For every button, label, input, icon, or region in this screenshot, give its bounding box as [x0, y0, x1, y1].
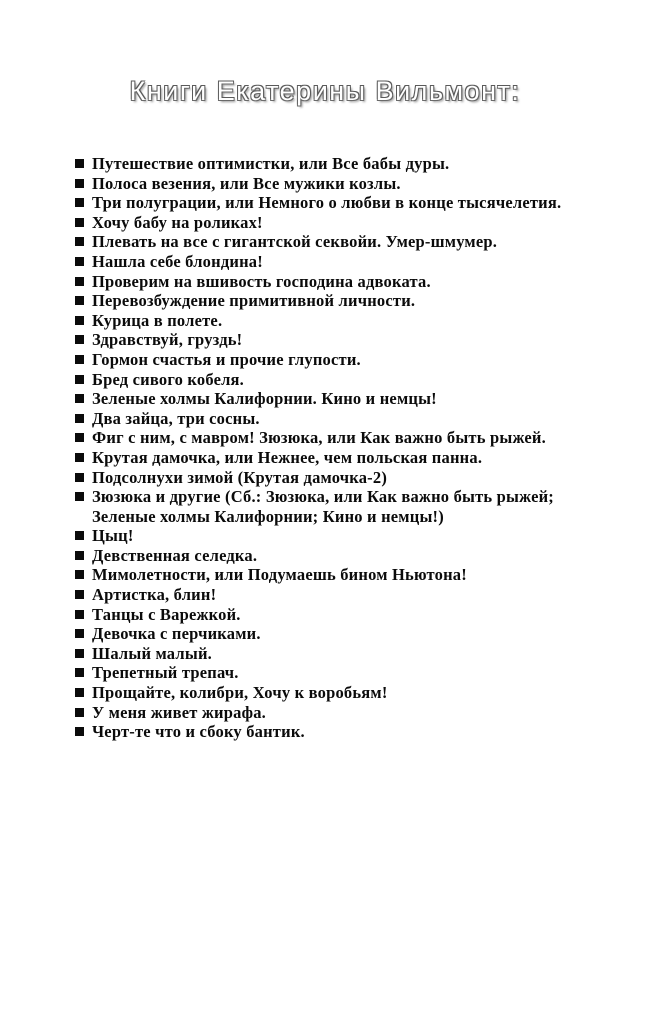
bullet-square-icon: [75, 668, 84, 677]
bullet-square-icon: [75, 335, 84, 344]
book-list: [75, 154, 587, 742]
bullet-square-icon: [75, 277, 84, 286]
list-item: [75, 252, 587, 272]
list-item: [75, 174, 587, 194]
list-item: [75, 389, 587, 409]
book-title-text: Хочу бабу на роликах!: [92, 212, 263, 232]
list-item: [75, 468, 587, 488]
book-title-text: Проверим на вшивость господина адвоката.: [92, 271, 431, 291]
book-title-text: Полоса везения, или Все мужики козлы.: [92, 173, 401, 193]
book-title-text: У меня живет жирафа.: [92, 702, 266, 722]
book-title-text: Бред сивого кобеля.: [92, 369, 245, 389]
page-title: Книги Екатерины Вильмонт:: [129, 76, 521, 106]
book-title-text: Гормон счастья и прочие глупости.: [92, 349, 361, 369]
list-item: [75, 350, 587, 370]
list-item: [75, 546, 587, 566]
bullet-square-icon: [75, 198, 84, 207]
bullet-square-icon: [75, 590, 84, 599]
bullet-square-icon: [75, 551, 84, 560]
bullet-square-icon: [75, 570, 84, 579]
list-item: [75, 272, 587, 292]
list-item: [75, 526, 587, 546]
list-item: [75, 330, 587, 350]
book-title-text: Трепетный трепач.: [92, 663, 239, 683]
book-title-text: Крутая дамочка, или Нежнее, чем польская панна.: [92, 447, 483, 467]
list-item: [75, 213, 587, 233]
bullet-square-icon: [75, 375, 84, 384]
list-item: [75, 605, 587, 625]
book-title-text: Здравствуй, груздь!: [92, 330, 243, 350]
bullet-square-icon: [75, 688, 84, 697]
bullet-square-icon: [75, 218, 84, 227]
bullet-square-icon: [75, 257, 84, 266]
list-item: [75, 703, 587, 723]
book-title-text: Подсолнухи зимой (Крутая дамочка-2): [92, 467, 388, 487]
bullet-square-icon: [75, 610, 84, 619]
bullet-square-icon: [75, 237, 84, 246]
book-title-text: Зеленые холмы Калифорнии. Кино и немцы!: [92, 389, 437, 409]
book-title-text: Два зайца, три сосны.: [92, 408, 260, 428]
bullet-square-icon: [75, 159, 84, 168]
book-title-text: Путешествие оптимистки, или Все бабы дуры.: [92, 154, 450, 173]
bullet-square-icon: [75, 433, 84, 442]
list-item: [75, 311, 587, 331]
bullet-square-icon: [75, 629, 84, 638]
book-title-text: Плевать на все с гигантской секвойи. Умер-шмумер.: [92, 232, 498, 252]
list-item: [75, 565, 587, 585]
book-title-text: Курица в полете.: [92, 310, 223, 330]
book-title-text: Шалый малый.: [92, 643, 212, 663]
bullet-square-icon: [75, 453, 84, 462]
list-item: [75, 291, 587, 311]
bullet-square-icon: [75, 492, 84, 501]
book-title-text: Танцы с Варежкой.: [92, 604, 241, 624]
list-item: [75, 193, 587, 213]
list-item: [75, 448, 587, 468]
list-item: [75, 154, 587, 174]
book-title-text: Нашла себе блондина!: [92, 251, 263, 271]
bullet-square-icon: [75, 394, 84, 403]
book-title-text: Перевозбуждение примитивной личности.: [92, 291, 416, 311]
book-title-text: Девственная селедка.: [92, 545, 258, 565]
list-item: [75, 585, 587, 605]
book-title-text: Зюзюка и другие (Сб.: Зюзюка, или Как важно быть рыжей; Зеленые холмы Калифорнии; Кино и немцы!): [92, 487, 554, 526]
list-item: [75, 644, 587, 664]
list-item: [75, 487, 587, 526]
bullet-square-icon: [75, 727, 84, 736]
bullet-square-icon: [75, 179, 84, 188]
book-title-text: Мимолетности, или Подумаешь бином Ньютона!: [92, 565, 467, 585]
bullet-square-icon: [75, 296, 84, 305]
bullet-square-icon: [75, 355, 84, 364]
bullet-square-icon: [75, 316, 84, 325]
list-item: [75, 370, 587, 390]
bullet-square-icon: [75, 708, 84, 717]
bullet-square-icon: [75, 649, 84, 658]
list-item: [75, 232, 587, 252]
list-item: [75, 683, 587, 703]
book-title-text: Фиг с ним, с мавром! Зюзюка, или Как важно быть рыжей.: [92, 428, 546, 448]
book-title-text: Черт-те что и сбоку бантик.: [92, 722, 305, 742]
book-title-text: Прощайте, колибри, Хочу к воробьям!: [92, 683, 388, 703]
list-item: [75, 428, 587, 448]
bullet-square-icon: [75, 414, 84, 423]
book-title-text: Цыц!: [92, 526, 134, 546]
list-item: [75, 663, 587, 683]
bullet-square-icon: [75, 473, 84, 482]
book-title-text: Девочка с перчиками.: [92, 624, 261, 644]
bullet-square-icon: [75, 531, 84, 540]
book-title-text: Три полуграции, или Немного о любви в конце тысячелетия.: [92, 193, 562, 213]
list-item: [75, 722, 587, 742]
list-item: [75, 624, 587, 644]
list-item: [75, 409, 587, 429]
book-title-text: Артистка, блин!: [92, 585, 217, 605]
